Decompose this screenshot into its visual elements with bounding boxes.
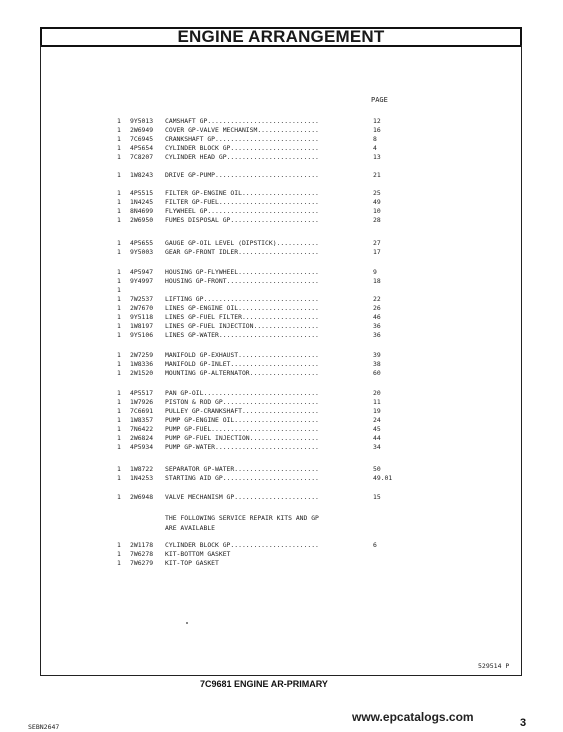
part-quantity: 1 [117, 425, 121, 433]
part-quantity: 1 [117, 277, 121, 285]
parts-row [0, 369, 563, 378]
page-reference: 8 [373, 135, 377, 143]
part-quantity: 1 [117, 268, 121, 276]
parts-row [0, 465, 563, 474]
parts-row [0, 198, 563, 207]
page-number: 3 [520, 717, 527, 729]
parts-row [0, 474, 563, 483]
page-reference: 13 [373, 153, 381, 161]
document-reference: 529514 P [478, 662, 510, 670]
part-number: 1N4253 [130, 474, 154, 482]
arrangement-title: 7C9681 ENGINE AR-PRIMARY [200, 679, 328, 689]
page-reference: 38 [373, 360, 381, 368]
part-quantity: 1 [117, 313, 121, 321]
part-quantity: 1 [117, 351, 121, 359]
part-description: PUMP GP-FUEL............................ [165, 425, 319, 433]
part-description: GAUGE GP-OIL LEVEL (DIPSTICK)........... [165, 239, 319, 247]
part-number: 2W1520 [130, 369, 154, 377]
page-reference: 21 [373, 171, 381, 179]
part-description: LINES GP-FUEL FILTER.................... [165, 313, 319, 321]
part-number: 4P5655 [130, 239, 154, 247]
page-reference: 60 [373, 369, 381, 377]
part-description: KIT-BOTTOM GASKET [165, 550, 231, 558]
part-number: 2W6824 [130, 434, 154, 442]
parts-row [0, 416, 563, 425]
part-number: 7W2537 [130, 295, 154, 303]
part-quantity: 1 [117, 207, 121, 215]
part-number: 4P5947 [130, 268, 154, 276]
parts-row [0, 216, 563, 225]
page-reference: 39 [373, 351, 381, 359]
part-number: 9Y5003 [130, 248, 154, 256]
part-description: MANIFOLD GP-INLET....................... [165, 360, 319, 368]
kits-note-line-1: THE FOLLOWING SERVICE REPAIR KITS AND GP [165, 514, 319, 522]
page-reference: 4 [373, 144, 377, 152]
part-quantity: 1 [117, 171, 121, 179]
part-number: 7C8207 [130, 153, 154, 161]
part-quantity: 1 [117, 286, 121, 294]
part-number: 1W8357 [130, 416, 154, 424]
parts-row [0, 550, 563, 559]
part-quantity: 1 [117, 126, 121, 134]
part-number: 4P5654 [130, 144, 154, 152]
parts-row [0, 189, 563, 198]
page-reference: 9 [373, 268, 377, 276]
part-quantity: 1 [117, 189, 121, 197]
part-quantity: 1 [117, 331, 121, 339]
page-reference: 44 [373, 434, 381, 442]
part-number: 1W8336 [130, 360, 154, 368]
page-reference: 49.01 [373, 474, 393, 482]
part-number: 1W7926 [130, 398, 154, 406]
part-quantity: 1 [117, 239, 121, 247]
part-description: FILTER GP-FUEL.......................... [165, 198, 319, 206]
page-reference: 27 [373, 239, 381, 247]
parts-row [0, 268, 563, 277]
part-description: PISTON & ROD GP......................... [165, 398, 319, 406]
part-description: PAN GP-OIL.............................. [165, 389, 319, 397]
page-reference: 11 [373, 398, 381, 406]
part-number: 4P5515 [130, 189, 154, 197]
parts-row [0, 144, 563, 153]
parts-row [0, 351, 563, 360]
part-number: 1N4245 [130, 198, 154, 206]
parts-row [0, 493, 563, 502]
part-number: 7C6691 [130, 407, 154, 415]
parts-row [0, 135, 563, 144]
part-description: HOUSING GP-FRONT........................ [165, 277, 319, 285]
part-quantity: 1 [117, 541, 121, 549]
part-description: MANIFOLD GP-EXHAUST..................... [165, 351, 319, 359]
page-reference: 34 [373, 443, 381, 451]
page-reference: 50 [373, 465, 381, 473]
part-quantity: 1 [117, 322, 121, 330]
page-reference: 15 [373, 493, 381, 501]
part-description: PUMP GP-FUEL INJECTION.................. [165, 434, 319, 442]
parts-row [0, 295, 563, 304]
page-reference: 10 [373, 207, 381, 215]
part-description: CAMSHAFT GP............................. [165, 117, 319, 125]
page-reference: 49 [373, 198, 381, 206]
parts-row [0, 425, 563, 434]
watermark: www.epcatalogs.com [352, 710, 474, 724]
kits-note-line-2: ARE AVAILABLE [165, 523, 216, 532]
parts-row [0, 239, 563, 248]
part-description: CYLINDER BLOCK GP....................... [165, 144, 319, 152]
page-reference: 6 [373, 541, 377, 549]
part-number: 2W6948 [130, 493, 154, 501]
part-quantity: 1 [117, 135, 121, 143]
part-number: 4P5934 [130, 443, 154, 451]
page-reference: 25 [373, 189, 381, 197]
part-quantity: 1 [117, 559, 121, 567]
part-number: 9Y5118 [130, 313, 154, 321]
page-reference: 20 [373, 389, 381, 397]
part-quantity: 1 [117, 304, 121, 312]
part-number: 2W6950 [130, 216, 154, 224]
part-quantity: 1 [117, 389, 121, 397]
publication-code: SEBN2647 [28, 723, 60, 731]
part-quantity: 1 [117, 416, 121, 424]
part-quantity: 1 [117, 465, 121, 473]
part-description: LINES GP-WATER.......................... [165, 331, 319, 339]
parts-row [0, 407, 563, 416]
part-description: DRIVE GP-PUMP........................... [165, 171, 319, 179]
parts-row [0, 207, 563, 216]
part-quantity: 1 [117, 295, 121, 303]
parts-row [0, 398, 563, 407]
part-number: 7N6422 [130, 425, 154, 433]
part-description: MOUNTING GP-ALTERNATOR.................. [165, 369, 319, 377]
part-description: PUMP GP-WATER........................... [165, 443, 319, 451]
parts-row [0, 153, 563, 162]
part-quantity: 1 [117, 550, 121, 558]
part-description: CYLINDER HEAD GP........................ [165, 153, 319, 161]
part-description: CRANKSHAFT GP........................... [165, 135, 319, 143]
parts-row [0, 313, 563, 322]
page-reference: 17 [373, 248, 381, 256]
part-description: FUMES DISPOSAL GP....................... [165, 216, 319, 224]
page-column-header: PAGE [371, 96, 388, 104]
part-quantity: 1 [117, 434, 121, 442]
parts-row [0, 322, 563, 331]
page-reference: 28 [373, 216, 381, 224]
part-quantity: 1 [117, 144, 121, 152]
part-quantity: 1 [117, 398, 121, 406]
part-number: 9Y5013 [130, 117, 154, 125]
part-description: GEAR GP-FRONT IDLER..................... [165, 248, 319, 256]
parts-row [0, 248, 563, 257]
parts-row [0, 277, 563, 286]
page-reference: 45 [373, 425, 381, 433]
part-description: LINES GP-FUEL INJECTION................. [165, 322, 319, 330]
part-number: 9Y4997 [130, 277, 154, 285]
part-number: 7C6945 [130, 135, 154, 143]
page-title: ENGINE ARRANGEMENT [40, 27, 522, 47]
part-number: 7W6278 [130, 550, 154, 558]
part-quantity: 1 [117, 198, 121, 206]
part-number: 1W8722 [130, 465, 154, 473]
part-description: FILTER GP-ENGINE OIL.................... [165, 189, 319, 197]
page-reference: 19 [373, 407, 381, 415]
parts-row [0, 443, 563, 452]
part-quantity: 1 [117, 369, 121, 377]
part-number: 8N4699 [130, 207, 154, 215]
part-number: 4P5517 [130, 389, 154, 397]
part-quantity: 1 [117, 117, 121, 125]
page-reference: 12 [373, 117, 381, 125]
part-description: SEPARATOR GP-WATER...................... [165, 465, 319, 473]
part-description: VALVE MECHANISM GP...................... [165, 493, 319, 501]
page-reference: 16 [373, 126, 381, 134]
part-number: 1W8197 [130, 322, 154, 330]
parts-row [0, 304, 563, 313]
part-quantity: 1 [117, 216, 121, 224]
part-description: COVER GP-VALVE MECHANISM................ [165, 126, 319, 134]
part-quantity: 1 [117, 153, 121, 161]
part-number: 2W7670 [130, 304, 154, 312]
part-description: FLYWHEEL GP............................. [165, 207, 319, 215]
page-reference: 26 [373, 304, 381, 312]
part-number: 9Y5106 [130, 331, 154, 339]
part-quantity: 1 [117, 474, 121, 482]
part-number: 2W6949 [130, 126, 154, 134]
part-description: LINES GP-ENGINE OIL..................... [165, 304, 319, 312]
scan-speck [186, 622, 188, 624]
part-description: CYLINDER BLOCK GP....................... [165, 541, 319, 549]
parts-row [0, 126, 563, 135]
part-description: KIT-TOP GASKET [165, 559, 219, 567]
part-description: PUMP GP-ENGINE OIL...................... [165, 416, 319, 424]
part-quantity: 1 [117, 493, 121, 501]
parts-row [0, 389, 563, 398]
page-reference: 46 [373, 313, 381, 321]
part-description: LIFTING GP.............................. [165, 295, 319, 303]
part-description: HOUSING GP-FLYWHEEL..................... [165, 268, 319, 276]
part-quantity: 1 [117, 248, 121, 256]
part-number: 2W7259 [130, 351, 154, 359]
page-reference: 36 [373, 322, 381, 330]
page-reference: 18 [373, 277, 381, 285]
parts-row [0, 559, 563, 568]
part-description: PULLEY GP-CRANKSHAFT.................... [165, 407, 319, 415]
parts-row [0, 117, 563, 126]
kits-note [165, 514, 319, 533]
part-number: 1W8243 [130, 171, 154, 179]
part-number: 2W1178 [130, 541, 154, 549]
parts-row [0, 331, 563, 340]
parts-row [0, 286, 563, 295]
part-description: STARTING AID GP......................... [165, 474, 319, 482]
page-reference: 36 [373, 331, 381, 339]
parts-row [0, 434, 563, 443]
part-quantity: 1 [117, 360, 121, 368]
part-quantity: 1 [117, 443, 121, 451]
part-quantity: 1 [117, 407, 121, 415]
parts-row [0, 541, 563, 550]
part-number: 7W6279 [130, 559, 154, 567]
parts-row [0, 171, 563, 180]
parts-row [0, 360, 563, 369]
page-reference: 24 [373, 416, 381, 424]
page-reference: 22 [373, 295, 381, 303]
